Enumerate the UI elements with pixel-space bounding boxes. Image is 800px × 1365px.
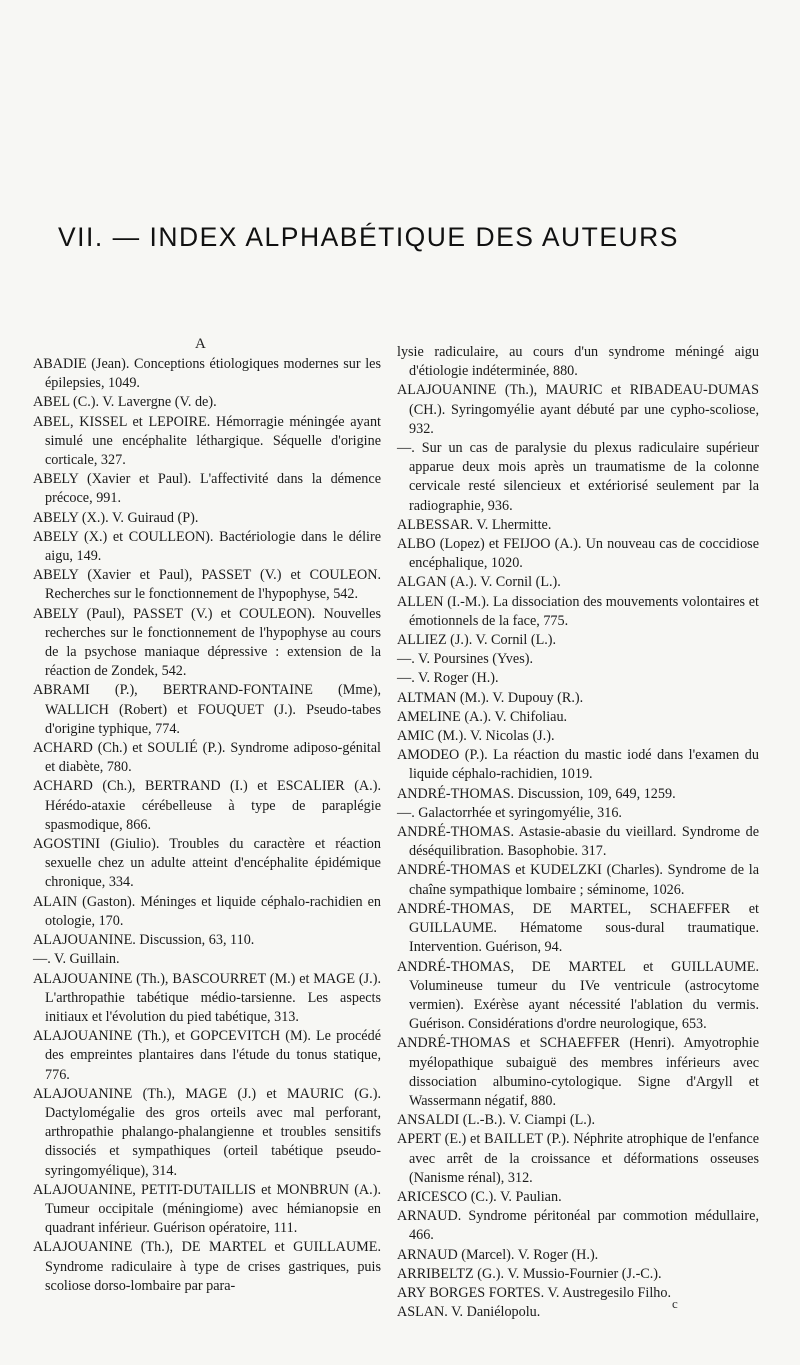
index-entry: ANDRÉ-THOMAS. Astasie-abasie du vieillard. Syndrome de déséquilibration. Basophobie. 317. xyxy=(397,824,759,860)
index-entry: ANDRÉ-THOMAS, DE MARTEL et GUILLAUME. Volumineuse tumeur du IVe ventricule (astrocytome vermien). Exérèse ayant nécessité l'ablation du vermis. Guérison. Considérations d'ordre neurologique, 653. xyxy=(397,958,759,1033)
index-entry: ALAJOUANINE, PETIT-DUTAILLIS et MONBRUN (A.). Tumeur occipitale (méningiome) avec hémianopsie en quadrant inférieur. Guérison opératoire, 111. xyxy=(33,1181,381,1237)
index-entry: ALAJOUANINE (Th.), MAGE (J.) et MAURIC (G.). Dactylomégalie des gros orteils avec mal perforant, arthropathie phalango-phalangienne et troubles sensitifs dissociés et sympathiques (orteil tabétique pseudo-syringomyélique), 314. xyxy=(33,1085,381,1179)
index-entry: ALLIEZ (J.). V. Cornil (L.). xyxy=(397,632,557,649)
index-entry: ALLEN (I.-M.). La dissociation des mouvements volontaires et émotionnels de la face, 775. xyxy=(397,593,759,629)
index-entry: lysie radiculaire, au cours d'un syndrome méningé aigu d'étiologie indéterminée, 880. xyxy=(397,344,759,380)
index-entry: ARY BORGES FORTES. V. Austregesilo Filho. xyxy=(397,1284,672,1301)
left-column xyxy=(33,355,381,1296)
index-entry: ARNAUD (Marcel). V. Roger (H.). xyxy=(397,1246,599,1263)
right-column xyxy=(397,343,759,1322)
index-entry: —. V. Roger (H.). xyxy=(397,670,499,687)
index-entry: ASLAN. V. Daniélopolu. xyxy=(397,1304,541,1321)
index-entry: ALAIN (Gaston). Méninges et liquide céphalo-rachidien en otologie, 170. xyxy=(33,893,381,929)
index-entry: ANDRÉ-THOMAS. Discussion, 109, 649, 1259. xyxy=(397,785,676,802)
index-entry: ALAJOUANINE. Discussion, 63, 110. xyxy=(33,932,255,949)
index-entry: ARICESCO (C.). V. Paulian. xyxy=(397,1188,562,1205)
index-entry: —. Sur un cas de paralysie du plexus radiculaire supérieur apparue deux mois après un traumatisme de la colonne cervicale resté silencieux et extériorisé seulement par la radiographie, 936. xyxy=(397,440,759,514)
index-entry: ARRIBELTZ (G.). V. Mussio-Fournier (J.-C.). xyxy=(397,1265,662,1282)
index-entry: ALGAN (A.). V. Cornil (L.). xyxy=(397,574,561,591)
index-entry: ABELY (X.) et COULLEON). Bactériologie dans le délire aigu, 149. xyxy=(33,528,381,565)
page-title: VII. — INDEX ALPHABÉTIQUE DES AUTEURS xyxy=(58,222,679,252)
index-entry: ANDRÉ-THOMAS et KUDELZKI (Charles). Syndrome de la chaîne sympathique lombaire ; séminome, 1026. xyxy=(397,862,759,898)
index-entry: ACHARD (Ch.), BERTRAND (I.) et ESCALIER (A.). Hérédo-ataxie cérébelleuse à type de paraplégie spasmodique, 866. xyxy=(33,778,381,833)
index-entry: ABEL (C.). V. Lavergne (V. de). xyxy=(33,394,217,411)
index-entry: AMIC (M.). V. Nicolas (J.). xyxy=(397,728,555,745)
index-entry: ABRAMI (P.), BERTRAND-FONTAINE (Mme), WALLICH (Robert) et FOUQUET (J.). Pseudo-tabes d'origine typhique, 774. xyxy=(33,682,381,737)
index-entry: ABELY (Paul), PASSET (V.) et COULEON). Nouvelles recherches sur le fonctionnement de l'hypophyse au cours de la psychose maniaque dépressive : extension de la réaction de Zondek, 542. xyxy=(33,605,381,680)
index-entry: —. V. Poursines (Yves). xyxy=(397,651,533,668)
index-entry: ANSALDI (L.-B.). V. Ciampi (L.). xyxy=(397,1112,596,1129)
index-entry: ARNAUD. Syndrome péritonéal par commotion médullaire, 466. xyxy=(397,1208,759,1244)
index-entry: ALBESSAR. V. Lhermitte. xyxy=(397,516,552,533)
index-entry: ALBO (Lopez) et FEIJOO (A.). Un nouveau cas de coccidiose encéphalique, 1020. xyxy=(397,536,759,572)
index-entry: ALAJOUANINE (Th.), MAURIC et RIBADEAU-DUMAS (CH.). Syringomyélie ayant débuté par une cypho-scoliose, 932. xyxy=(397,382,759,437)
index-entry: ABELY (Xavier et Paul), PASSET (V.) et COULEON. Recherches sur le fonctionnement de l'hypophyse, 542. xyxy=(33,567,381,603)
index-entry: —. V. Guillain. xyxy=(33,951,120,968)
index-entry: ABELY (X.). V. Guiraud (P). xyxy=(33,509,199,526)
index-entry: ACHARD (Ch.) et SOULIÉ (P.). Syndrome adiposo-génital et diabète, 780. xyxy=(33,740,381,776)
index-entry: ALAJOUANINE (Th.), DE MARTEL et GUILLAUME. Syndrome radiculaire à type de crises gastriques, puis scoliose dorso-lombaire par para- xyxy=(33,1239,381,1294)
index-entry: ABELY (Xavier et Paul). L'affectivité dans la démence précoce, 991. xyxy=(33,471,381,507)
section-letter: A xyxy=(195,336,206,352)
index-entry: ANDRÉ-THOMAS, DE MARTEL, SCHAEFFER et GUILLAUME. Hématome sous-dural traumatique. Intervention. Guérison, 94. xyxy=(397,900,759,956)
index-entry: AMODEO (P.). La réaction du mastic iodé dans l'examen du liquide céphalo-rachidien, 1019. xyxy=(397,747,759,783)
index-entry: ABEL, KISSEL et LEPOIRE. Hémorragie méningée ayant simulé une encéphalite léthargique. Séquelle d'origine corticale, 327. xyxy=(33,413,381,469)
index-entry: ALAJOUANINE (Th.), BASCOURRET (M.) et MAGE (J.). L'arthropathie tabétique médio-tarsienne. Les aspects initiaux et l'évolution du pied tabétique, 313. xyxy=(33,970,381,1025)
index-entry: APERT (E.) et BAILLET (P.). Néphrite atrophique de l'enfance avec arrêt de la croissance et déformations osseuses (Nanisme rénal), 312. xyxy=(397,1131,759,1186)
index-entry: —. Galactorrhée et syringomyélie, 316. xyxy=(397,804,622,821)
index-entry: ALTMAN (M.). V. Dupouy (R.). xyxy=(397,689,584,706)
index-entry: ANDRÉ-THOMAS et SCHAEFFER (Henri). Amyotrophie myélopathique subaiguë des membres inférieurs avec dissociation albumino-cytologique. Signe d'Argyll et Wassermann négatif, 880. xyxy=(397,1035,759,1109)
signature-mark: c xyxy=(672,1296,678,1311)
index-entry: AGOSTINI (Giulio). Troubles du caractère et réaction sexuelle chez un adulte atteint d'encéphalite épidémique chronique, 334. xyxy=(33,836,381,891)
index-entry: ABADIE (Jean). Conceptions étiologiques modernes sur les épilepsies, 1049. xyxy=(33,356,381,392)
index-entry: AMELINE (A.). V. Chifoliau. xyxy=(397,708,568,725)
index-entry: ALAJOUANINE (Th.), et GOPCEVITCH (M). Le procédé des empreintes plantaires dans l'étude du tonus statique, 776. xyxy=(33,1028,381,1083)
